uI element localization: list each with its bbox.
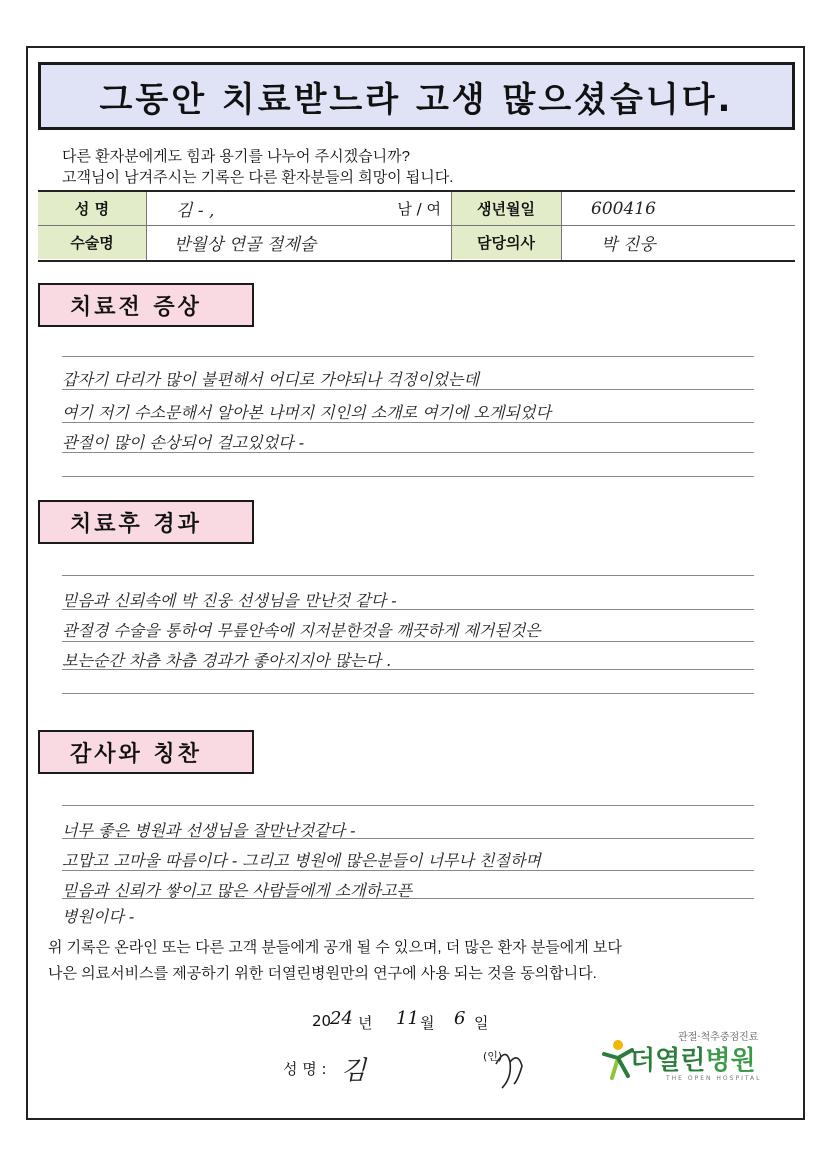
doctor-label: 담당의사: [451, 226, 561, 259]
section-after-heading: 치료후 경과: [38, 500, 254, 544]
info-col-line: [146, 192, 147, 260]
writing-rule: [62, 476, 754, 477]
writing-rule: [62, 805, 754, 806]
surgery-label: 수술명: [38, 226, 146, 259]
doctor-value: 박 진웅: [601, 235, 656, 255]
after-line-2: 관절경 수술을 통하여 무릎안속에 지저분한것을 깨끗하게 제거된것은: [62, 621, 541, 640]
seal-label: (인): [483, 1050, 503, 1063]
logo-name-part2: 병원: [705, 1046, 756, 1076]
intro-line-1: 다른 환자분에게도 힘과 용기를 나누어 주시겠습니까?: [62, 148, 410, 165]
birth-value: 600416: [591, 198, 656, 219]
name-value: 김 - ,: [176, 201, 215, 221]
logo-name: [630, 1040, 756, 1077]
writing-rule: [62, 356, 754, 357]
gender-field: 남 / 여: [397, 200, 441, 218]
thanks-line-1: 너무 좋은 병원과 선생님을 잘만난것같다 -: [62, 821, 356, 840]
info-col-line: [451, 192, 452, 260]
page-title: 그동안 치료받느라 고생 많으셨습니다.: [99, 79, 734, 120]
info-row-name: [38, 192, 795, 225]
intro-line-2: 고객님이 남겨주시는 기록은 다른 환자분들의 희망이 됩니다.: [62, 169, 454, 186]
hospital-logo: [600, 1028, 780, 1088]
logo-subtitle: THE OPEN HOSPITAL: [666, 1075, 762, 1082]
date-month: 11: [396, 1008, 419, 1029]
thanks-line-4: 병원이다 -: [62, 907, 135, 926]
logo-tagline: 관절·척추중점진료: [678, 1032, 759, 1043]
signature-label: 성 명 :: [283, 1060, 327, 1078]
logo-name-part1: 더열린: [630, 1046, 706, 1076]
title-banner: [38, 62, 795, 130]
patient-info-table: [38, 190, 795, 262]
date-prefix: 20: [312, 1012, 332, 1030]
section-before-heading: 치료전 증상: [38, 283, 254, 327]
surgery-value: 반월상 연골 절제술: [174, 235, 317, 255]
date-day: 6: [454, 1008, 466, 1029]
section-thanks-heading: 감사와 칭찬: [38, 730, 254, 774]
before-line-2: 여기 저기 수소문해서 알아본 나머지 지인의 소개로 여기에 오게되었다: [62, 403, 551, 422]
info-col-line: [561, 192, 562, 260]
consent-line-1: 위 기록은 온라인 또는 다른 고객 분들에게 공개 될 수 있으며, 더 많은 환자 분들에게 보다: [48, 939, 622, 956]
birth-label: 생년월일: [451, 192, 561, 225]
writing-rule: [62, 693, 754, 694]
thanks-line-3: 믿음과 신뢰가 쌓이고 많은 사람들에게 소개하고픈: [62, 881, 413, 900]
info-row-surgery: [38, 226, 795, 259]
consent-line-2: 나은 의료서비스를 제공하기 위한 더열린병원만의 연구에 사용 되는 것을 동의합니다.: [48, 965, 597, 982]
before-line-1: 갑자기 다리가 많이 불편해서 어디로 가야되나 걱정이었는데: [62, 370, 479, 389]
date-month-label: 월: [420, 1014, 435, 1032]
thanks-line-2: 고맙고 고마울 따름이다 - 그리고 병원에 많은분들이 너무나 친절하며: [62, 851, 541, 870]
signature-name: 김: [341, 1056, 367, 1086]
writing-rule: [62, 641, 754, 642]
before-line-3: 관절이 많이 손상되어 걸고있었다 -: [62, 433, 305, 452]
writing-rule: [62, 575, 754, 576]
date-day-label: 일: [474, 1014, 489, 1032]
logo-figure-icon: [600, 1038, 634, 1080]
date-year-label: 년: [358, 1014, 373, 1032]
after-line-1: 믿음과 신뢰속에 박 진웅 선생님을 만난것 같다 -: [62, 591, 397, 610]
date-year: 24: [330, 1008, 353, 1029]
after-line-3: 보는순간 차츰 차츰 경과가 좋아지지아 많는다 .: [62, 651, 392, 670]
signature-scribble: [488, 1044, 528, 1092]
name-label: 성 명: [38, 192, 146, 225]
